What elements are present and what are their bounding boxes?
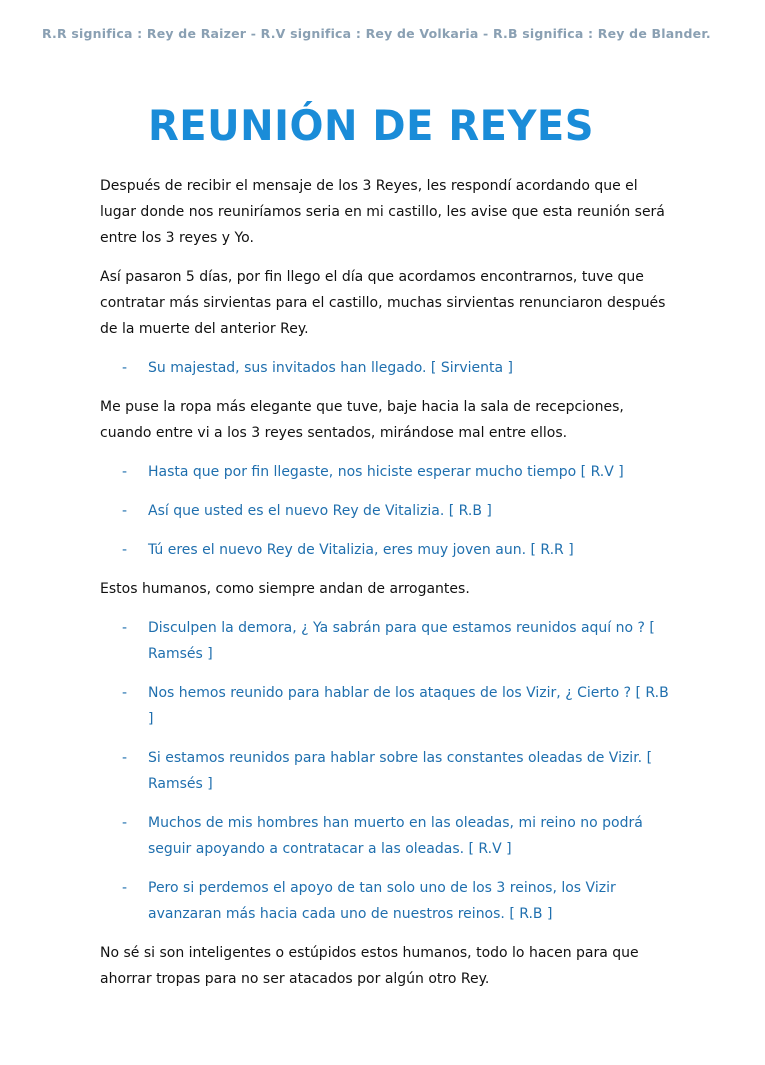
dialogue-dash: - [122,620,128,636]
dialogue-dash: - [122,880,128,896]
narration-paragraph: No sé si son inteligentes o estúpidos estos humanos, todo lo hacen para que ahorrar tropas para no ser atacados por algún otro Rey. [100,945,639,987]
dialogue-dash: - [122,815,128,831]
document-body [100,173,675,1005]
dialogue-text: Pero si perdemos el apoyo de tan solo uno de los 3 reinos, los Vizir avanzaran más hacia cada uno de nuestros reinos. [ R.B ] [148,880,616,922]
dialogue-dash: - [122,685,128,701]
dialogue-text: Muchos de mis hombres han muerto en las oleadas, mi reino no podrá seguir apoyando a contratacar a las oleadas. [ R.V ] [148,815,643,857]
dialogue-text: Tú eres el nuevo Rey de Vitalizia, eres muy joven aun. [ R.R ] [148,542,574,558]
dialogue-line [100,355,675,381]
dialogue-text: Su majestad, sus invitados han llegado. [ Sirvienta ] [148,360,514,376]
page-title: REUNIÓN DE REYES [148,102,595,151]
dialogue-line [100,745,675,797]
dialogue-line [100,537,675,563]
dialogue-text: Disculpen la demora, ¿ Ya sabrán para que estamos reunidos aquí no ? [ Ramsés ] [148,620,655,662]
dialogue-text: Hasta que por fin llegaste, nos hiciste esperar mucho tiempo [ R.V ] [148,464,624,480]
dialogue-text: Si estamos reunidos para hablar sobre las constantes oleadas de Vizir. [ Ramsés ] [148,750,653,792]
dialogue-dash: - [122,750,128,766]
dialogue-line [100,498,675,524]
dialogue-dash: - [122,360,128,376]
narration-paragraph: Me puse la ropa más elegante que tuve, baje hacia la sala de recepciones, cuando entre vi a los 3 reyes sentados, mirándose mal entre ellos. [100,399,624,441]
dialogue-dash: - [122,542,128,558]
dialogue-dash: - [122,464,128,480]
narration-paragraph: Estos humanos, como siempre andan de arrogantes. [100,581,470,597]
narration-paragraph: Así pasaron 5 días, por fin llego el día que acordamos encontrarnos, tuve que contratar más sirvientas para el castillo, muchas sirvientas renunciaron después de la muerte del anterior Rey. [100,269,666,337]
dialogue-line [100,680,675,732]
dialogue-text: Así que usted es el nuevo Rey de Vitalizia. [ R.B ] [148,503,492,519]
dialogue-dash: - [122,503,128,519]
dialogue-line [100,459,675,485]
dialogue-text: Nos hemos reunido para hablar de los ataques de los Vizir, ¿ Cierto ? [ R.B ] [148,685,669,727]
dialogue-line [100,615,675,667]
narration-paragraph: Después de recibir el mensaje de los 3 Reyes, les respondí acordando que el lugar donde nos reuniríamos seria en mi castillo, les avise que esta reunión será entre los 3 reyes y Yo. [100,178,665,246]
dialogue-line [100,875,675,927]
header-note: R.R significa : Rey de Raizer - R.V significa : Rey de Volkaria - R.B significa : Rey de Blander. [42,26,711,41]
dialogue-line [100,810,675,862]
